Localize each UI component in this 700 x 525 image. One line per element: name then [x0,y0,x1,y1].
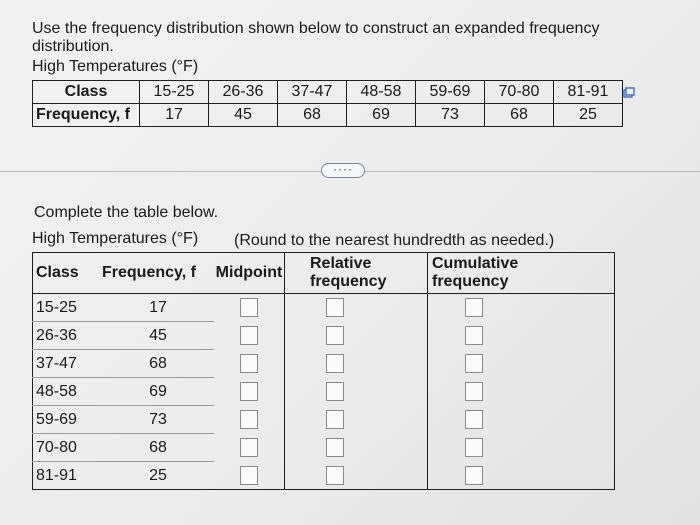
class-row [33,81,623,104]
frequency-cell: 25 [554,104,623,127]
header-row [33,253,615,294]
relative-frequency-cell [285,322,428,350]
frequency-cell: 25 [102,462,214,490]
class-cell: 48-58 [33,378,103,406]
class-cell: 81-91 [554,81,623,104]
midpoint-input[interactable] [240,298,258,317]
class-cell: 26-36 [33,322,103,350]
relative-frequency-cell [285,294,428,322]
cumulative-frequency-cell [428,294,615,322]
relative-frequency-cell [285,406,428,434]
bottom-table-caption: High Temperatures (°F) [32,230,199,247]
expanded-frequency-table [32,252,615,490]
header-relative-frequency [285,253,428,294]
class-cell: 15-25 [33,294,103,322]
frequency-row [33,104,623,127]
class-cell: 70-80 [33,434,103,462]
relative-frequency-cell [285,350,428,378]
cumulative-frequency-input[interactable] [465,382,483,401]
header-cumulative-frequency-label: Cumulative frequency [432,255,519,290]
class-cell: 48-58 [347,81,416,104]
table-row [33,434,615,462]
midpoint-input[interactable] [240,354,258,373]
midpoint-input[interactable] [240,326,258,345]
table-row [33,406,615,434]
cumulative-frequency-cell [428,322,615,350]
table-row [33,350,615,378]
table-row [33,322,615,350]
relative-frequency-input[interactable] [326,438,344,457]
header-cumulative-frequency [428,253,615,294]
class-cell: 59-69 [33,406,103,434]
midpoint-cell [214,350,285,378]
frequency-distribution-table [32,80,623,127]
class-cell: 15-25 [140,81,209,104]
relative-frequency-input[interactable] [326,354,344,373]
relative-frequency-input[interactable] [326,466,344,485]
midpoint-cell [214,322,285,350]
frequency-cell: 68 [278,104,347,127]
cumulative-frequency-input[interactable] [465,354,483,373]
frequency-cell: 69 [102,378,214,406]
midpoint-cell [214,406,285,434]
class-cell: 37-47 [278,81,347,104]
frequency-cell: 73 [416,104,485,127]
cumulative-frequency-cell [428,378,615,406]
header-midpoint: Midpoint [214,253,285,294]
table-row [33,462,615,490]
cumulative-frequency-input[interactable] [465,438,483,457]
midpoint-cell [214,294,285,322]
cumulative-frequency-cell [428,462,615,490]
midpoint-input[interactable] [240,438,258,457]
midpoint-input[interactable] [240,382,258,401]
relative-frequency-input[interactable] [326,326,344,345]
cumulative-frequency-input[interactable] [465,298,483,317]
expand-more-button[interactable]: ···· [321,163,365,178]
relative-frequency-input[interactable] [326,410,344,429]
frequency-cell: 17 [140,104,209,127]
frequency-cell: 69 [347,104,416,127]
class-cell: 26-36 [209,81,278,104]
midpoint-cell [214,462,285,490]
midpoint-input[interactable] [240,410,258,429]
frequency-cell: 45 [209,104,278,127]
frequency-cell: 68 [485,104,554,127]
header-class: Class [33,253,103,294]
cumulative-frequency-input[interactable] [465,466,483,485]
header-relative-frequency-label: Relative frequency [310,255,387,290]
frequency-cell: 68 [102,350,214,378]
midpoint-cell [214,434,285,462]
frequency-cell: 17 [102,294,214,322]
midpoint-input[interactable] [240,466,258,485]
class-cell: 70-80 [485,81,554,104]
cumulative-frequency-cell [428,406,615,434]
class-cell: 59-69 [416,81,485,104]
table-row [33,378,615,406]
rounding-note: (Round to the nearest hundredth as needed.) [234,232,555,249]
class-cell: 81-91 [33,462,103,490]
frequency-cell: 73 [102,406,214,434]
class-row-label: Class [33,81,140,104]
relative-frequency-input[interactable] [326,382,344,401]
frequency-cell: 45 [102,322,214,350]
relative-frequency-cell [285,434,428,462]
cumulative-frequency-cell [428,434,615,462]
relative-frequency-input[interactable] [326,298,344,317]
cumulative-frequency-input[interactable] [465,410,483,429]
cumulative-frequency-cell [428,350,615,378]
midpoint-cell [214,378,285,406]
class-cell: 37-47 [33,350,103,378]
copy-icon[interactable] [623,87,635,99]
frequency-cell: 68 [102,434,214,462]
header-frequency: Frequency, f [102,253,214,294]
table-row [33,294,615,322]
cumulative-frequency-input[interactable] [465,326,483,345]
frequency-row-label: Frequency, f [33,104,140,127]
complete-instruction: Complete the table below. [34,204,219,221]
top-table-caption: High Temperatures (°F) [32,58,199,75]
relative-frequency-cell [285,378,428,406]
instruction-text: Use the frequency distribution shown below to construct an expanded frequency distribution. [32,20,600,55]
relative-frequency-cell [285,462,428,490]
